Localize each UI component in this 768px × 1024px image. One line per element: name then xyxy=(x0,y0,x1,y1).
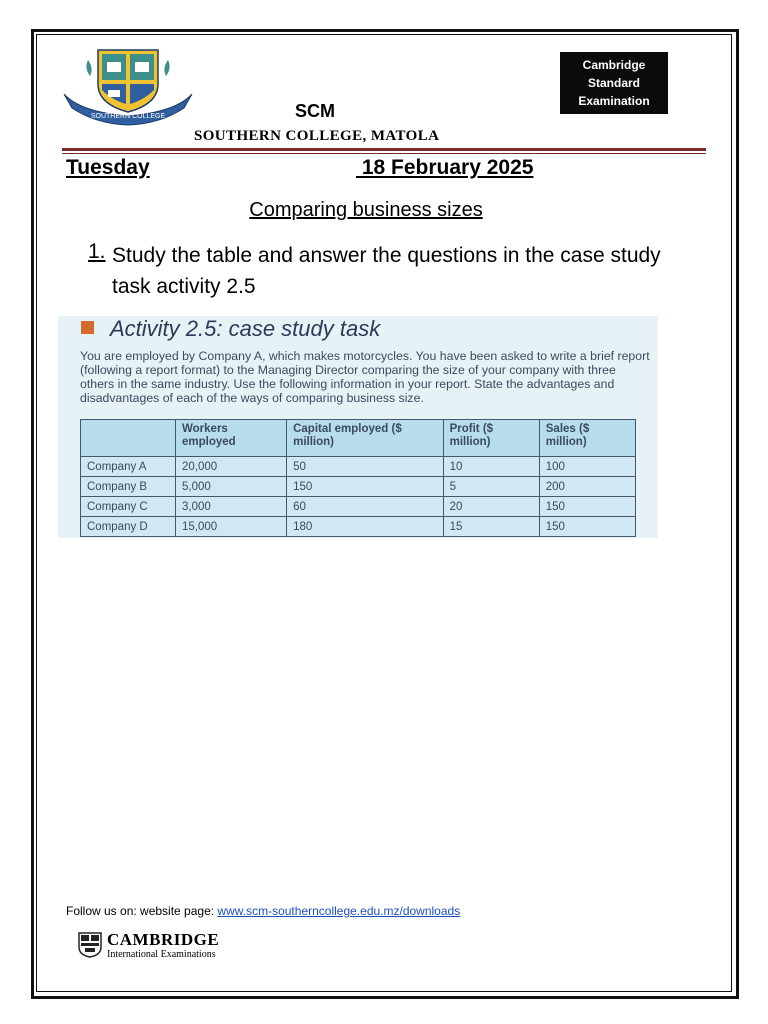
table-header-cell: Workers employed xyxy=(176,420,287,457)
crest-ribbon-text: SOUTHERN COLLEGE xyxy=(90,113,166,120)
page-title: Comparing business sizes xyxy=(249,199,483,221)
follow-label: Follow us on: website page: xyxy=(66,904,218,918)
table-header-cell xyxy=(81,420,176,457)
table-cell: 150 xyxy=(539,517,635,537)
date-label: 18 February 2025 xyxy=(356,156,534,179)
badge-line: Examination xyxy=(578,94,650,108)
question-text: Study the table and answer the questions in the case study task activity 2.5 xyxy=(112,244,661,298)
school-abbreviation: SCM xyxy=(295,101,335,121)
table-cell: 100 xyxy=(539,457,635,477)
table-cell: 20 xyxy=(443,497,539,517)
table-cell: 5,000 xyxy=(176,477,287,497)
activity-title: Activity 2.5: case study task xyxy=(110,316,381,341)
table-cell: 150 xyxy=(539,497,635,517)
table-cell: 50 xyxy=(287,457,443,477)
day-label: Tuesday xyxy=(66,156,150,179)
follow-us-line xyxy=(66,904,460,918)
table-cell: 15,000 xyxy=(176,517,287,537)
cambridge-shield-icon xyxy=(78,932,102,958)
table-header-cell: Profit ($ million) xyxy=(443,420,539,457)
table-cell: 200 xyxy=(539,477,635,497)
table-row xyxy=(81,497,636,517)
badge-line: Cambridge xyxy=(582,58,646,72)
table-row xyxy=(81,517,636,537)
table-cell: Company D xyxy=(81,517,176,537)
activity-body: You are employed by Company A, which makes motorcycles. You have been asked to write a brief report (following a report format) to the Managing Director comparing the size of your company with three others in the same industry. Use the following information in your report. State the advantages and disadvantages of each of the ways of comparing business size. xyxy=(80,349,650,405)
business-size-table xyxy=(80,419,636,537)
table-cell: 20,000 xyxy=(176,457,287,477)
table-cell: Company A xyxy=(81,457,176,477)
table-header-cell: Capital employed ($ million) xyxy=(287,420,443,457)
table-cell: 180 xyxy=(287,517,443,537)
table-cell: 15 xyxy=(443,517,539,537)
table-header-row xyxy=(81,420,636,457)
website-link[interactable]: www.scm-southerncollege.edu.mz/downloads xyxy=(217,904,461,918)
table-cell: Company B xyxy=(81,477,176,497)
table-cell: 5 xyxy=(443,477,539,497)
badge-line: Standard xyxy=(587,76,640,90)
table-header-cell: Sales ($ million) xyxy=(539,420,635,457)
table-cell: 60 xyxy=(287,497,443,517)
cambridge-logo xyxy=(78,930,220,962)
table-row xyxy=(81,457,636,477)
school-name: SOUTHERN COLLEGE, MATOLA xyxy=(194,128,440,144)
table-row xyxy=(81,477,636,497)
table-cell: 150 xyxy=(287,477,443,497)
question-number: 1. xyxy=(88,240,106,263)
cambridge-wordmark: CAMBRIDGE xyxy=(107,930,220,949)
activity-bullet-icon xyxy=(81,321,94,334)
table-cell: 3,000 xyxy=(176,497,287,517)
header-divider-thin xyxy=(62,153,706,154)
table-cell: Company C xyxy=(81,497,176,517)
activity-image xyxy=(58,316,658,538)
table-cell: 10 xyxy=(443,457,539,477)
cambridge-subtitle: International Examinations xyxy=(107,949,216,960)
header-divider xyxy=(62,148,706,151)
